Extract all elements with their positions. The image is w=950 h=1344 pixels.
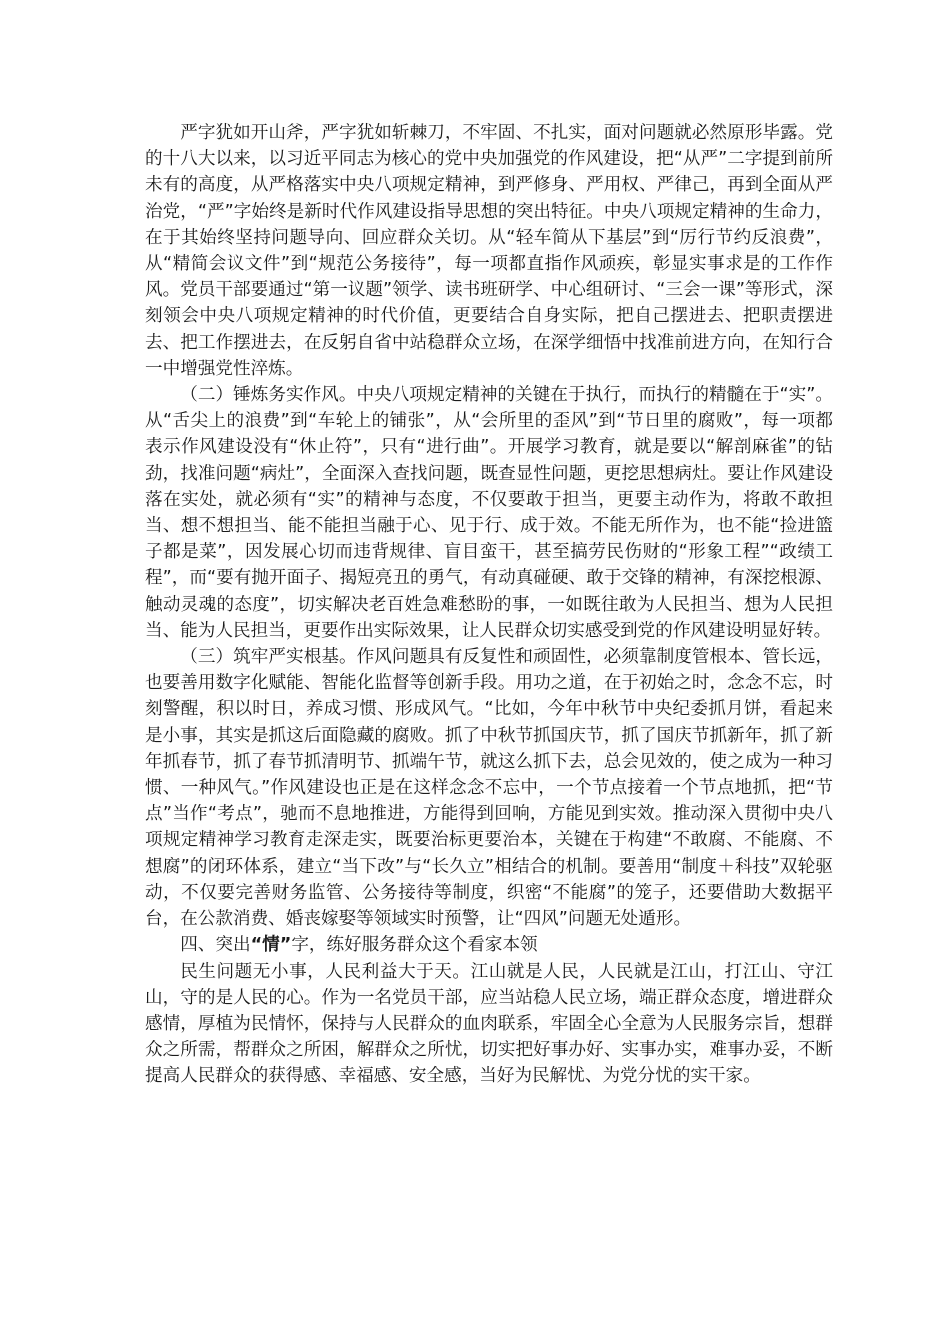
section-heading-emphasis: “情” [250, 935, 292, 956]
section-heading [145, 932, 833, 958]
document-body [145, 120, 833, 1090]
paragraph-practical-style: （二）锤炼务实作风。中央八项规定精神的关键在于执行，而执行的精髓在于“实”。从“舌尖上的浪费”到“车轮上的铺张”，从“会所里的歪风”到“节日里的腐败”，每一项都表示作风建设没有“休止符”，只有“进行曲”。开展学习教育，就是要以“解剖麻雀”的钻劲，找准问题“病灶”，全面深入查找问题，既查显性问题，更挖思想病灶。要让作风建设落在实处，就必须有“实”的精神与态度，不仅要敢于担当，更要主动作为，将敢不敢担当、想不想担当、能不能担当融于心、见于行、成于效。不能无所作为，也不能“捡进篮子都是菜”，因发展心切而违背规律、盲目蛮干，甚至搞劳民伤财的“形象工程”“政绩工程”，而“要有抛开面子、揭短亮丑的勇气，有动真碰硬、敢于交锋的精神，有深挖根源、触动灵魂的态度”，切实解决老百姓急难愁盼的事，一如既往敢为人民担当、想为人民担当、能为人民担当，更要作出实际效果，让人民群众切实感受到党的作风建设明显好转。 [145, 385, 833, 641]
section-heading-prefix: 四、突出 [180, 935, 251, 956]
paragraph-solid-foundation: （三）筑牢严实根基。作风问题具有反复性和顽固性，必须靠制度管根本、管长远，也要善用数字化赋能、智能化监督等创新手段。用功之道，在于初始之时，念念不忘，时刻警醒，积以时日，养成习惯、形成风气。“比如，今年中秋节中央纪委抓月饼，看起来是小事，其实是抓这后面隐藏的腐败。抓了中秋节抓国庆节，抓了国庆节抓新年，抓了新年抓春节，抓了春节抓清明节、抓端午节，就这么抓下去，总会见效的，使之成为一种习惯、一种风气。”作风建设也正是在这样念念不忘中，一个节点接着一个节点地抓，把“节点”当作“考点”，驰而不息地推进，方能得到回响，方能见到实效。推动深入贯彻中央八项规定精神学习教育走深走实，既要治标更要治本，关键在于构建“不敢腐、不能腐、不想腐”的闭环体系，建立“当下改”与“长久立”相结合的机制。要善用“制度＋科技”双轮驱动，不仅要完善财务监管、公务接待等制度，织密“不能腐”的笼子，还要借助大数据平台，在公款消费、婚丧嫁娶等领域实时预警，让“四风”问题无处遁形。 [145, 647, 833, 930]
section-heading-suffix: 字，练好服务群众这个看家本领 [291, 935, 538, 956]
paragraph-serve-people: 民生问题无小事，人民利益大于天。江山就是人民，人民就是江山，打江山、守江山，守的是人民的心。作为一名党员干部，应当站稳人民立场，端正群众态度，增进群众感情，厚植为民情怀，保持与人民群众的血肉联系，牢固全心全意为人民服务宗旨，想群众之所需，帮群众之所困，解群众之所忧，切实把好事办好、实事办实，难事办妥，不断提高人民群众的获得感、幸福感、安全感，当好为民解忧、为党分忧的实干家。 [145, 961, 833, 1087]
paragraph-strict-discipline: 严字犹如开山斧，严字犹如斩棘刀，不牢固、不扎实，面对问题就必然原形毕露。党的十八大以来，以习近平同志为核心的党中央加强党的作风建设，把“从严”二字提到前所未有的高度，从严格落实中央八项规定精神，到严修身、严用权、严律己，再到全面从严治党，“严”字始终是新时代作风建设指导思想的突出特征。中央八项规定精神的生命力，在于其始终坚持问题导向、回应群众关切。从“轻车简从下基层”到“厉行节约反浪费”，从“精简会议文件”到“规范公务接待”，每一项都直指作风顽疾，彰显实事求是的工作作风。党员干部要通过“第一议题”领学、读书班研学、中心组研讨、“三会一课”等形式，深刻领会中央八项规定精神的时代价值，更要结合自身实际，把自己摆进去、把职责摆进去、把工作摆进去，在反躬自省中站稳群众立场，在深学细悟中找准前进方向，在知行合一中增强党性淬炼。 [145, 123, 833, 379]
